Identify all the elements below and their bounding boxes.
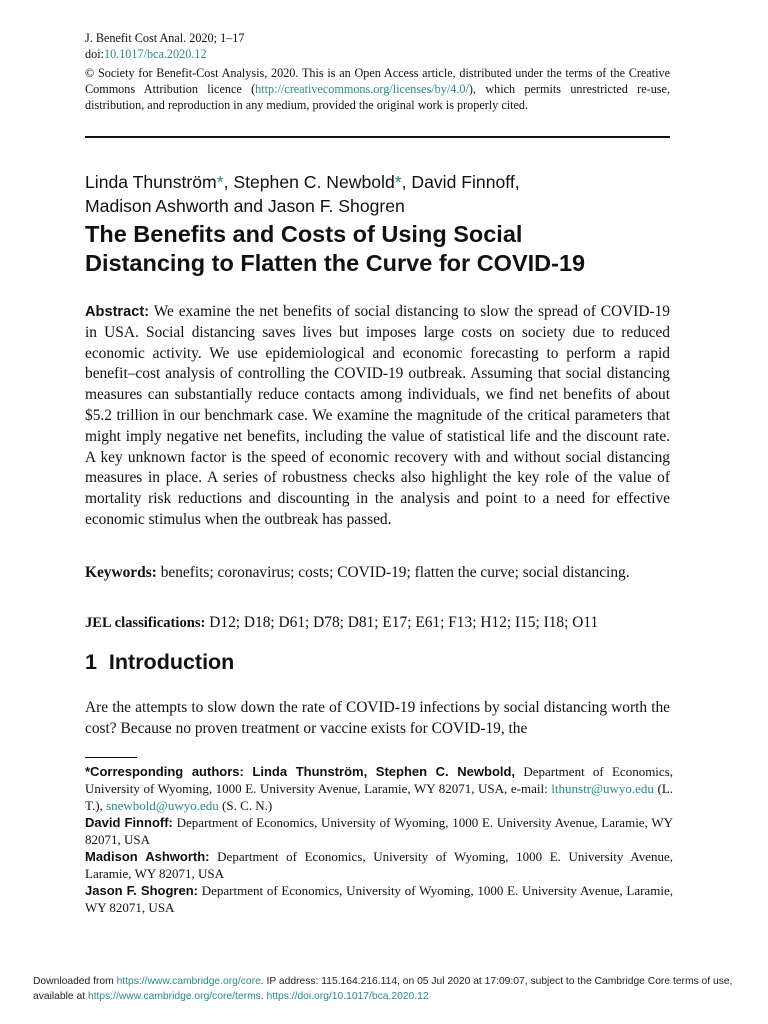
footnote-finnoff (85, 814, 673, 848)
footnote-ashworth (85, 848, 673, 882)
cambridge-terms-link[interactable]: https://www.cambridge.org/core/terms (87, 991, 261, 1002)
download-text-2: . IP address: 115.164.216.114, on 05 Jul 2020 at 17:09:07, subject to the Cambridge Core terms of use, available at (33, 976, 733, 1002)
footnote-shogren-text: Department of Economics, University of Wyoming, 1000 E. University Avenue, Laramie, WY 82071, USA (85, 883, 673, 915)
author-newbold: Stephen C. Newbold (233, 172, 395, 192)
article-doi-link[interactable]: https://doi.org/10.1017/bca.2020.12 (266, 991, 429, 1002)
title-line-1: The Benefits and Costs of Using Social (85, 221, 523, 247)
license-text-1: © Society for Benefit-Cost Analysis, 2020. This is an Open Access article, distributed under the terms of the Creative Commons Attribution licence ( (85, 66, 670, 96)
footnote-shogren-name: Jason F. Shogren: (85, 883, 198, 898)
header-rule (85, 136, 670, 138)
journal-citation: J. Benefit Cost Anal. 2020; 1–17 (85, 31, 245, 45)
author-separator: , (223, 172, 234, 192)
author-finnoff: David Finnoff, (411, 172, 520, 192)
footnote-finnoff-text: Department of Economics, University of Wyoming, 1000 E. University Avenue, Laramie, WY 82071, USA (85, 815, 673, 847)
email-thunstrom-link[interactable]: lthunstr@uwyo.edu (551, 781, 654, 796)
author-line-2: Madison Ashworth and Jason F. Shogren (85, 196, 405, 216)
abstract-label: Abstract: (85, 304, 150, 320)
doi-link[interactable]: 10.1017/bca.2020.12 (103, 47, 207, 61)
footnote-rule (85, 757, 137, 758)
footnote-corr-name: *Corresponding authors: Linda Thunström, Stephen C. Newbold, (85, 764, 516, 779)
jel-text: D12; D18; D61; D78; D81; E17; E61; F13; H12; I15; I18; O11 (209, 614, 599, 631)
cambridge-core-link[interactable]: https://www.cambridge.org/core (116, 976, 261, 987)
keywords-label: Keywords: (85, 564, 157, 581)
abstract (85, 302, 670, 531)
corresponding-star-2[interactable]: * (394, 172, 402, 192)
jel-classifications (85, 613, 685, 634)
intro-paragraph: Are the attempts to slow down the rate of COVID-19 infections by social distancing worth the cost? Because no proven treatment or vaccine exists for COVID-19, the (85, 699, 670, 737)
footnote-finnoff-name: David Finnoff: (85, 815, 173, 830)
journal-header (85, 30, 670, 113)
footnote-corresponding (85, 763, 673, 814)
footnote-corr-text: Department of Economics, University of Wyoming, 1000 E. University Avenue, Laramie, WY 82071, USA, e-mail: (85, 764, 673, 796)
author-thunstrom: Linda Thunström (85, 172, 217, 192)
license-statement (85, 65, 670, 113)
email2-suffix: (S. C. N.) (222, 798, 273, 813)
license-link[interactable]: http://creativecommons.org/licenses/by/4.0/ (255, 82, 469, 96)
email1-suffix: (L. T.), (85, 781, 674, 813)
download-text-1: Downloaded from (33, 976, 114, 987)
section-heading-introduction (85, 650, 234, 675)
author-footnotes (85, 763, 673, 916)
author-line-1 (85, 170, 685, 194)
footnote-ashworth-text: Department of Economics, University of Wyoming, 1000 E. University Avenue, Laramie, WY 82071, USA (85, 849, 674, 881)
keywords-text: benefits; coronavirus; costs; COVID-19; flatten the curve; social distancing. (160, 564, 630, 581)
download-notice (33, 974, 743, 1004)
abstract-text: We examine the net benefits of social distancing to slow the spread of COVID-19 in USA. Social distancing saves lives but imposes large costs on society due to reduced economic activity. We use epidemiological and economic forecasting to perform a rapid benefit–cost analysis of controlling the COVID-19 outbreak. Assuming that social distancing measures can substantially reduce contacts among individuals, we find net benefits of about $5.2 trillion in our benchmark case. We examine the magnitude of the critical parameters that might imply negative net benefits, including the value of statistical life and the discount rate. A key unknown factor is the speed of economic recovery with and without social distancing measures in place. A series of robustness checks also highlight the key role of the value of mortality risk reductions and discounting in the analysis and point to a need for effective economic stimulus when the outbreak has passed. (85, 303, 670, 528)
email-newbold-link[interactable]: snewbold@uwyo.edu (106, 798, 219, 813)
jel-label: JEL classifications: (85, 615, 206, 631)
article-title (85, 220, 685, 278)
footnote-shogren (85, 882, 673, 916)
keywords (85, 563, 670, 584)
doi-line (85, 46, 670, 62)
corresponding-star-1[interactable]: * (216, 172, 224, 192)
author-separator: , (401, 172, 412, 192)
footnote-ashworth-name: Madison Ashworth: (85, 849, 210, 864)
section-number: 1 (85, 650, 97, 674)
download-text-3: . (260, 991, 264, 1002)
author-list (85, 170, 685, 218)
title-line-2: Distancing to Flatten the Curve for COVID-19 (85, 250, 586, 276)
doi-label: doi: (85, 47, 104, 61)
license-text-2: ), which permits unrestricted re-use, distribution, and reproduction in any medium, provided the original work is properly cited. (85, 82, 670, 112)
section-title: Introduction (108, 650, 235, 674)
